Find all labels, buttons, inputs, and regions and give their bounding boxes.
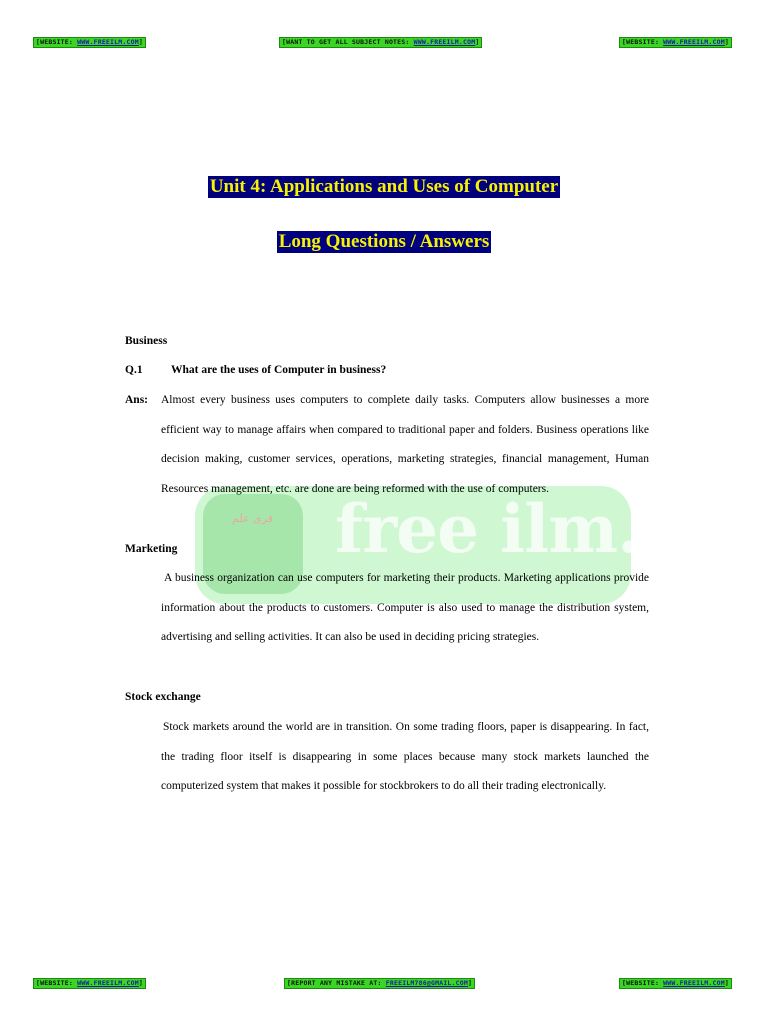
- unit-title: Unit 4: Applications and Uses of Computer: [209, 176, 559, 197]
- header-website-tag-left: [33, 37, 146, 48]
- tag-prefix: [REPORT ANY MISTAKE AT:: [287, 979, 386, 987]
- email-link[interactable]: FREEILM786@GMAIL.COM: [385, 979, 469, 987]
- tag-prefix: [WEBSITE:: [36, 979, 78, 987]
- footer-report-tag: [284, 978, 475, 989]
- marketing-text: A business organization can use computers for marketing their products. Marketing applications provide information about the products to customers. Computer is also used to manage the distribution system, advertising and selling activities. It can also be used in deciding pricing strategies.: [161, 572, 649, 643]
- watermark-text: free ilm.: [335, 490, 640, 568]
- business-answer: Almost every business uses computers to complete daily tasks. Computers allow businesses a more efficient way to manage affairs when compared to traditional paper and folders. Business operations like decision making, customer services, operations, marketing strategies, financial management, Human Resources management, etc. are done are being reformed with the use of computers.: [161, 394, 649, 495]
- tag-suffix: ]: [475, 38, 480, 46]
- answer-label: Ans:: [125, 394, 149, 406]
- marketing-heading: Marketing: [125, 543, 178, 555]
- tag-suffix: ]: [138, 38, 143, 46]
- website-link[interactable]: WWW.FREEILM.COM: [77, 979, 139, 987]
- subtitle-banner: [0, 231, 768, 253]
- stock-exchange-heading: Stock exchange: [125, 691, 201, 703]
- website-link[interactable]: WWW.FREEILM.COM: [413, 38, 476, 46]
- tag-prefix: [WEBSITE:: [36, 38, 78, 46]
- question-text: What are the uses of Computer in business?: [171, 364, 387, 376]
- website-link[interactable]: WWW.FREEILM.COM: [663, 979, 725, 987]
- unit-title-banner: [0, 176, 768, 198]
- tag-prefix: [WANT TO GET ALL SUBJECT NOTES:: [282, 38, 414, 46]
- stock-exchange-text: Stock markets around the world are in transition. On some trading floors, paper is disappearing. In fact, the trading floor itself is disappearing in some places because many stock markets launched the computerized system that makes it possible for stockbrokers to do all their trading electronically.: [161, 721, 649, 792]
- header-notes-tag: [279, 37, 482, 48]
- question-number: Q.1: [125, 364, 143, 376]
- tag-suffix: ]: [724, 38, 729, 46]
- tag-suffix: ]: [468, 979, 473, 987]
- tag-prefix: [WEBSITE:: [622, 38, 664, 46]
- watermark-arabic-text: فری علم: [232, 512, 273, 525]
- footer-website-tag-left: [33, 978, 146, 989]
- subtitle: Long Questions / Answers: [278, 231, 490, 252]
- header-website-tag-right: [619, 37, 732, 48]
- tag-suffix: ]: [724, 979, 729, 987]
- website-link[interactable]: WWW.FREEILM.COM: [663, 38, 725, 46]
- website-link[interactable]: WWW.FREEILM.COM: [77, 38, 139, 46]
- question-row: [125, 364, 386, 376]
- business-heading: Business: [125, 335, 168, 347]
- tag-suffix: ]: [138, 979, 143, 987]
- footer-website-tag-right: [619, 978, 732, 989]
- tag-prefix: [WEBSITE:: [622, 979, 664, 987]
